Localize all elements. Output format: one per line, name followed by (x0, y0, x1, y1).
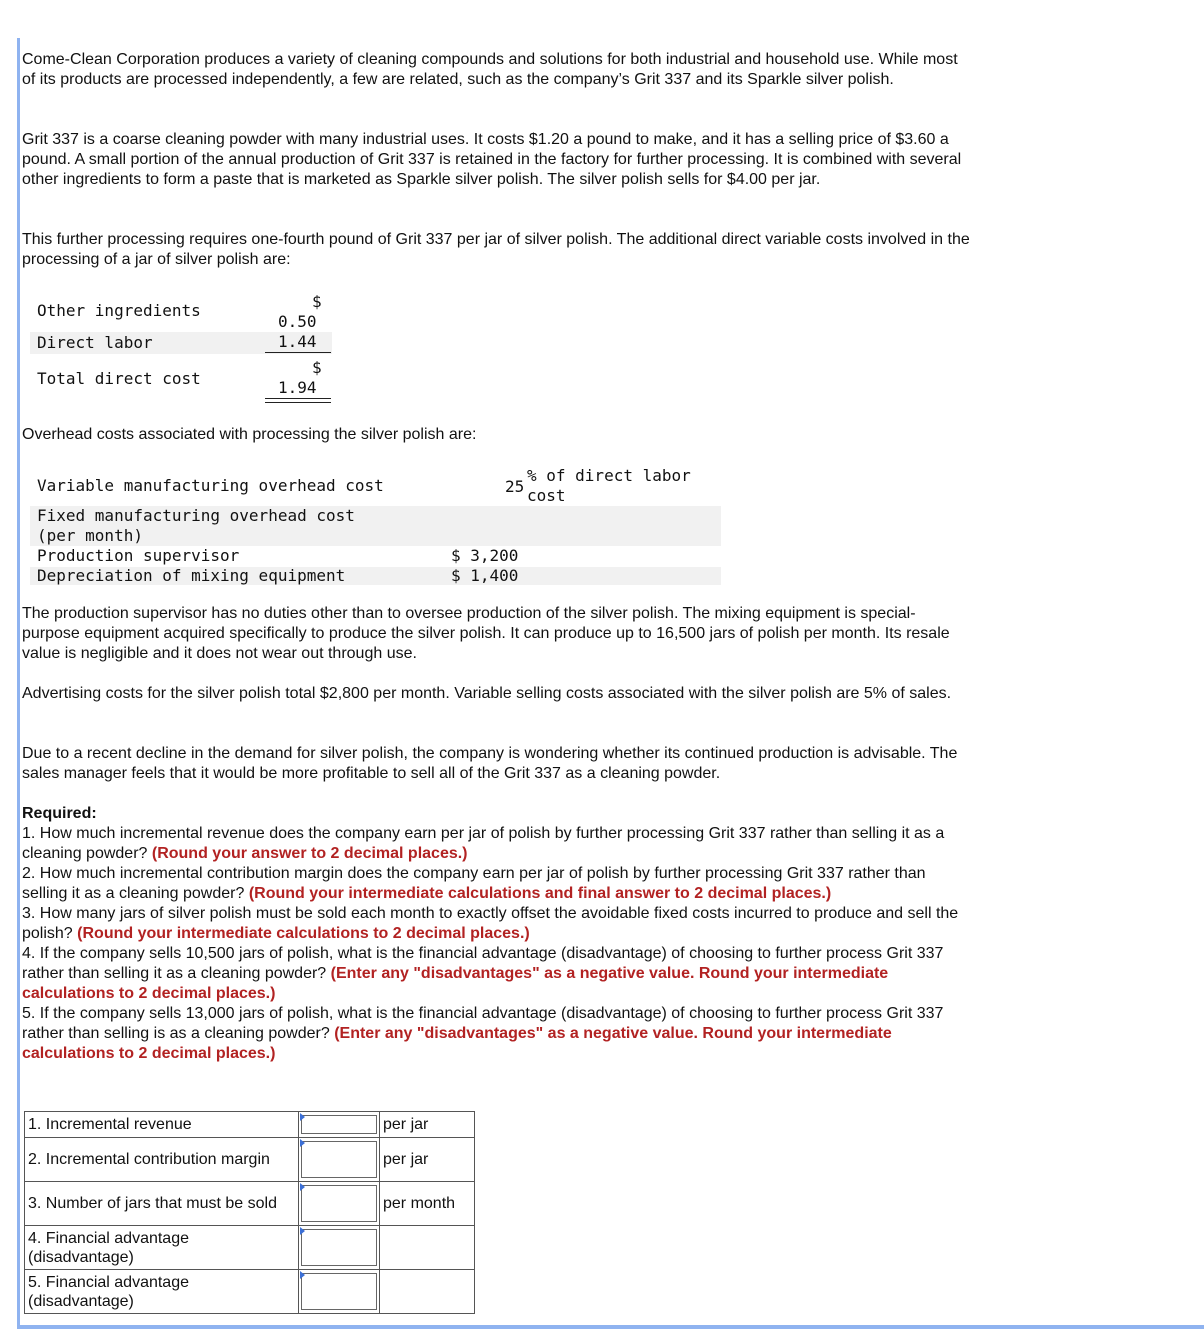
answer-unit: per jar (380, 1138, 475, 1182)
answer-row (25, 1226, 475, 1270)
incremental-revenue-input[interactable] (301, 1115, 377, 1134)
answer-row (25, 1270, 475, 1314)
financial-advantage-13000-input[interactable] (301, 1273, 377, 1310)
input-flag-icon (300, 1113, 305, 1121)
input-flag-icon (300, 1271, 305, 1279)
depreciation-value: $ 1,400 (451, 566, 519, 585)
question-3: 3. How many jars of silver polish must be sold each month to exactly offset the avoidable fixed costs incurred to produce and sell the polish? (Round your intermediate calculations to 2 decimal places.) (22, 905, 959, 942)
body-paragraph-6: Due to a recent decline in the demand for silver polish, the company is wondering whether its continued production is advisable. The sales manager feels that it would be more profitable to sell all of the Grit 337 as a cleaning powder. (22, 745, 958, 782)
question-2: 2. How much incremental contribution margin does the company earn per jar of polish by further processing Grit 337 rather than selling it as a cleaning powder? (Round your intermediate calculations and final answer to 2 decimal places.) (22, 865, 926, 902)
answer-label: 2. Incremental contribution margin (25, 1138, 299, 1182)
answer-cell (299, 1138, 380, 1182)
fixed-overhead-label-cont: (per month) (37, 526, 143, 545)
question-1-note: (Round your answer to 2 decimal places.) (151, 845, 468, 862)
direct-cost-currency: $ (312, 292, 322, 311)
question-2-note: (Round your intermediate calculations and final answer to 2 decimal places.) (248, 885, 832, 902)
depreciation-label: Depreciation of mixing equipment (37, 566, 346, 585)
financial-advantage-10500-input[interactable] (301, 1229, 377, 1266)
subtotal-rule (265, 352, 331, 353)
answer-label: 3. Number of jars that must be sold (25, 1182, 299, 1226)
total-double-rule (265, 402, 331, 403)
required-heading: Required: (22, 805, 97, 822)
total-double-rule (265, 398, 331, 399)
variable-overhead-rate: 25 (505, 477, 525, 496)
direct-cost-value: 1.44 (278, 332, 317, 351)
variable-overhead-basis-cont: cost (527, 486, 566, 505)
variable-overhead-label: Variable manufacturing overhead cost (37, 476, 384, 495)
intro-paragraph-1: Come-Clean Corporation produces a variety of cleaning compounds and solutions for both industrial and household use. While most of its products are processed independently, a few are related, such as the company’s Grit 337 and its Sparkle silver polish. (22, 51, 958, 88)
answer-unit: per month (380, 1182, 475, 1226)
answer-row (25, 1182, 475, 1226)
supervisor-value: $ 3,200 (451, 546, 519, 565)
jars-to-sell-input[interactable] (301, 1185, 377, 1222)
direct-cost-label: Other ingredients (37, 301, 201, 320)
answer-table (24, 1111, 475, 1314)
answer-row (25, 1112, 475, 1138)
direct-cost-label: Direct labor (37, 333, 153, 352)
fixed-overhead-label: Fixed manufacturing overhead cost (37, 506, 355, 525)
answer-label: 1. Incremental revenue (25, 1112, 299, 1138)
answer-unit (380, 1270, 475, 1314)
answer-cell (299, 1112, 380, 1138)
direct-cost-label: Total direct cost (37, 369, 201, 388)
question-5-note: (Enter any "disadvantages" as a negative value. Round your intermediate calculations to 2 decimal places.) (22, 1025, 892, 1062)
input-flag-icon (300, 1139, 305, 1147)
supervisor-label: Production supervisor (37, 546, 240, 565)
direct-cost-currency: $ (312, 358, 322, 377)
question-4: 4. If the company sells 10,500 jars of polish, what is the financial advantage (disadvantage) of choosing to further process Grit 337 rather than selling it as a cleaning powder? (Enter any "disadvantages" as a negative value. Round your intermediate calculations to 2 decimal places.) (22, 945, 944, 1002)
answer-label: 5. Financial advantage (disadvantage) (25, 1270, 299, 1314)
answer-unit: per jar (380, 1112, 475, 1138)
answer-cell (299, 1270, 380, 1314)
overhead-intro: Overhead costs associated with processing the silver polish are: (22, 426, 477, 443)
variable-overhead-basis: % of direct labor (527, 466, 691, 485)
answer-cell (299, 1182, 380, 1226)
question-5: 5. If the company sells 13,000 jars of polish, what is the financial advantage (disadvantage) of choosing to further process Grit 337 rather than selling is as a cleaning powder? (Enter any "disadvantages" as a negative value. Round your intermediate calculations to 2 decimal places.) (22, 1005, 944, 1062)
answer-cell (299, 1226, 380, 1270)
intro-paragraph-3: This further processing requires one-fourth pound of Grit 337 per jar of silver polish. The additional direct variable costs involved in the processing of a jar of silver polish are: (22, 231, 970, 268)
question-1: 1. How much incremental revenue does the company earn per jar of polish by further processing Grit 337 rather than selling it as a cleaning powder? (Round your answer to 2 decimal places.) (22, 825, 945, 862)
input-flag-icon (300, 1183, 305, 1191)
answer-unit (380, 1226, 475, 1270)
question-4-note: (Enter any "disadvantages" as a negative value. Round your intermediate calculations to 2 decimal places.) (22, 965, 889, 1002)
input-flag-icon (300, 1227, 305, 1235)
direct-cost-value: 1.94 (278, 378, 317, 397)
body-paragraph-5: Advertising costs for the silver polish total $2,800 per month. Variable selling costs associated with the silver polish are 5% of sales. (22, 685, 952, 702)
intro-paragraph-2: Grit 337 is a coarse cleaning powder with many industrial uses. It costs $1.20 a pound to make, and it has a selling price of $3.60 a pound. A small portion of the annual production of Grit 337 is retained in the factory for further processing. It is combined with several other ingredients to form a paste that is marketed as Sparkle silver polish. The silver polish sells for $4.00 per jar. (22, 131, 962, 188)
question-3-note: (Round your intermediate calculations to 2 decimal places.) (77, 925, 530, 942)
incremental-contribution-margin-input[interactable] (301, 1141, 377, 1178)
answer-label: 4. Financial advantage (disadvantage) (25, 1226, 299, 1270)
answer-row (25, 1138, 475, 1182)
required-section (22, 804, 972, 1064)
body-paragraph-4: The production supervisor has no duties other than to oversee production of the silver polish. The mixing equipment is special-purpose equipment acquired specifically to produce the silver polish. It can produce up to 16,500 jars of polish per month. Its resale value is negligible and it does not wear out through use. (22, 605, 950, 662)
direct-cost-value: 0.50 (278, 312, 317, 331)
